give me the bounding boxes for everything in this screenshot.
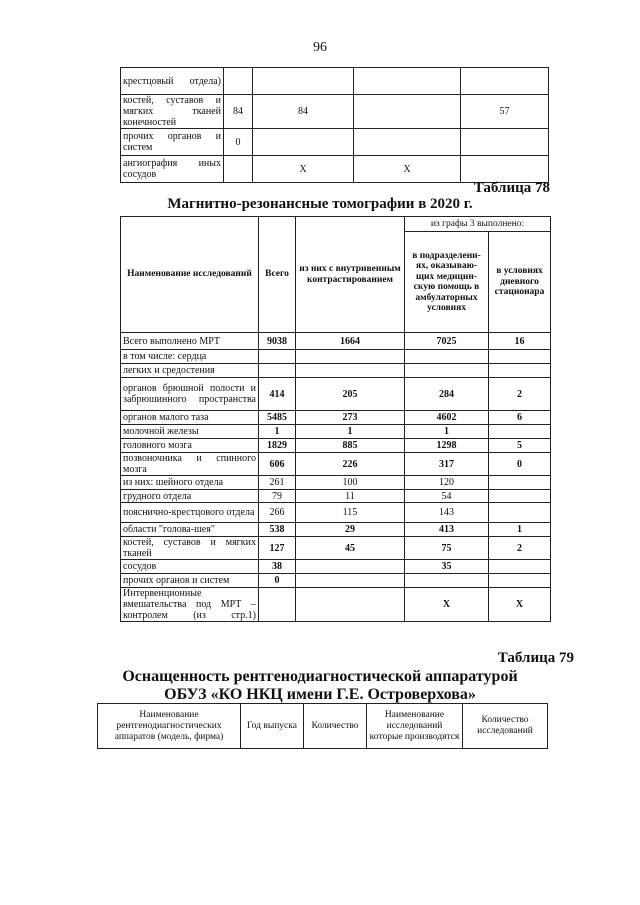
table-79-title-line1: Оснащенность рентгенодиагностической аппаратурой	[122, 668, 518, 685]
cell-day	[489, 503, 551, 523]
row-label: в том числе: сердца	[121, 350, 259, 364]
cell-value: 0	[224, 129, 253, 156]
cell-amb: 120	[405, 476, 489, 490]
cell-day: 5	[489, 439, 551, 453]
header-device-name: Наименование рентгенодиагностических аппаратов (модель, фирма)	[98, 704, 241, 749]
cell-total: 38	[259, 560, 296, 574]
row-label: Интервенционные вмешательства под МРТ – контролем (из стр.1)	[121, 588, 259, 622]
cell-amb: 317	[405, 453, 489, 476]
cell-total: 606	[259, 453, 296, 476]
row-label: костей, суставов и мягких тканей	[121, 537, 259, 560]
header-group: из графы 3 выполнено:	[405, 217, 551, 232]
cell-amb: 1	[405, 425, 489, 439]
cell-day: 2	[489, 537, 551, 560]
cell-amb: 35	[405, 560, 489, 574]
table-row	[121, 588, 551, 622]
row-label: органов малого таза	[121, 411, 259, 425]
cell-day: 1	[489, 523, 551, 537]
table-row	[121, 129, 549, 156]
table-row	[121, 95, 549, 129]
xray-equipment-table	[97, 703, 548, 749]
cell-total: 79	[259, 490, 296, 503]
cell-contrast: 205	[296, 378, 405, 411]
cell-value	[354, 68, 461, 95]
header-year: Год выпуска	[241, 704, 304, 749]
row-label: прочих органов и систем	[121, 129, 224, 156]
cell-value: X	[253, 156, 354, 183]
header-ambulatory: в подразделени-ях, оказываю-щих медицин-скую помощь в амбулаторных условиях	[405, 232, 489, 333]
cell-amb: 54	[405, 490, 489, 503]
cell-total: 127	[259, 537, 296, 560]
table-row	[121, 425, 551, 439]
cell-day	[489, 574, 551, 588]
header-total: Всего	[259, 217, 296, 333]
cell-day	[489, 425, 551, 439]
table-row	[121, 476, 551, 490]
table-78-label: Таблица 78	[473, 180, 550, 196]
cell-contrast: 885	[296, 439, 405, 453]
table-row	[121, 378, 551, 411]
table-78-title: Магнитно-резонансные томографии в 2020 г.	[167, 196, 473, 212]
cell-contrast	[296, 588, 405, 622]
row-label: пояснично-крестцового отдела	[121, 503, 259, 523]
row-label: грудного отдела	[121, 490, 259, 503]
cell-value	[224, 68, 253, 95]
cell-contrast: 226	[296, 453, 405, 476]
table-row	[121, 350, 551, 364]
cell-total: 1	[259, 425, 296, 439]
cell-total: 5485	[259, 411, 296, 425]
row-label: прочих органов и систем	[121, 574, 259, 588]
cell-value	[461, 129, 549, 156]
cell-value	[354, 129, 461, 156]
cell-day: X	[489, 588, 551, 622]
cell-total: 538	[259, 523, 296, 537]
header-contrast: из них с внутривенным контрастированием	[296, 217, 405, 333]
table-row	[121, 503, 551, 523]
cell-day: 0	[489, 453, 551, 476]
row-label: головного мозга	[121, 439, 259, 453]
row-label: легких и средостения	[121, 364, 259, 378]
cell-day	[489, 476, 551, 490]
cell-contrast: 1664	[296, 333, 405, 350]
cell-contrast: 115	[296, 503, 405, 523]
cell-amb: 143	[405, 503, 489, 523]
row-label: молочной железы	[121, 425, 259, 439]
cell-value	[253, 68, 354, 95]
cell-amb: X	[405, 588, 489, 622]
cell-value	[224, 156, 253, 183]
cell-total: 414	[259, 378, 296, 411]
mri-table	[120, 216, 551, 622]
cell-value: 84	[253, 95, 354, 129]
cell-total: 1829	[259, 439, 296, 453]
cell-day: 2	[489, 378, 551, 411]
cell-contrast	[296, 560, 405, 574]
cell-value	[253, 129, 354, 156]
cell-contrast	[296, 350, 405, 364]
cell-value	[461, 68, 549, 95]
cell-amb: 1298	[405, 439, 489, 453]
continued-table	[120, 67, 549, 183]
cell-total: 266	[259, 503, 296, 523]
cell-value	[354, 95, 461, 129]
cell-day	[489, 560, 551, 574]
table-79-title-line2: ОБУЗ «КО НКЦ имени Г.Е. Островерхова»	[164, 686, 476, 703]
cell-amb: 7025	[405, 333, 489, 350]
table-79-label: Таблица 79	[497, 650, 574, 666]
row-label: сосудов	[121, 560, 259, 574]
header-name: Наименование исследований	[121, 217, 259, 333]
table-row	[121, 560, 551, 574]
table-row	[121, 156, 549, 183]
table-row	[121, 411, 551, 425]
cell-contrast	[296, 364, 405, 378]
cell-contrast	[296, 574, 405, 588]
cell-day	[489, 364, 551, 378]
row-label: костей, суставов и мягких тканей конечностей	[121, 95, 224, 129]
cell-contrast: 273	[296, 411, 405, 425]
cell-value: X	[354, 156, 461, 183]
cell-contrast: 11	[296, 490, 405, 503]
cell-total: 0	[259, 574, 296, 588]
cell-total: 9038	[259, 333, 296, 350]
row-label: Всего выполнено МРТ	[121, 333, 259, 350]
cell-day: 16	[489, 333, 551, 350]
table-row	[121, 537, 551, 560]
row-label: органов брюшной полости и забрюшинного пространства	[121, 378, 259, 411]
cell-value	[461, 156, 549, 183]
cell-amb: 413	[405, 523, 489, 537]
table-row	[121, 364, 551, 378]
cell-total	[259, 364, 296, 378]
table-row	[121, 439, 551, 453]
row-label: крестцовый отдела)	[121, 68, 224, 95]
page-number: 96	[313, 40, 327, 55]
cell-amb	[405, 574, 489, 588]
cell-total	[259, 350, 296, 364]
cell-contrast: 1	[296, 425, 405, 439]
header-quantity: Количество	[304, 704, 367, 749]
cell-contrast: 100	[296, 476, 405, 490]
cell-contrast: 45	[296, 537, 405, 560]
cell-value: 57	[461, 95, 549, 129]
cell-day	[489, 350, 551, 364]
row-label: ангиография иных сосудов	[121, 156, 224, 183]
header-day-hospital: в условиях дневного стационара	[489, 232, 551, 333]
row-label: позвоночника и спинного мозга	[121, 453, 259, 476]
header-study-count: Количество исследований	[463, 704, 548, 749]
table-row	[121, 490, 551, 503]
cell-day: 6	[489, 411, 551, 425]
cell-value: 84	[224, 95, 253, 129]
cell-amb: 284	[405, 378, 489, 411]
row-label: области "голова-шея"	[121, 523, 259, 537]
table-row	[121, 574, 551, 588]
cell-amb: 4602	[405, 411, 489, 425]
table-row	[121, 523, 551, 537]
row-label: из них: шейного отдела	[121, 476, 259, 490]
cell-contrast: 29	[296, 523, 405, 537]
cell-amb: 75	[405, 537, 489, 560]
cell-total	[259, 588, 296, 622]
table-row	[121, 333, 551, 350]
table-row	[121, 68, 549, 95]
cell-amb	[405, 364, 489, 378]
cell-total: 261	[259, 476, 296, 490]
table-row	[121, 453, 551, 476]
cell-amb	[405, 350, 489, 364]
cell-day	[489, 490, 551, 503]
header-study-name: Наименование исследований которые производятся	[367, 704, 463, 749]
